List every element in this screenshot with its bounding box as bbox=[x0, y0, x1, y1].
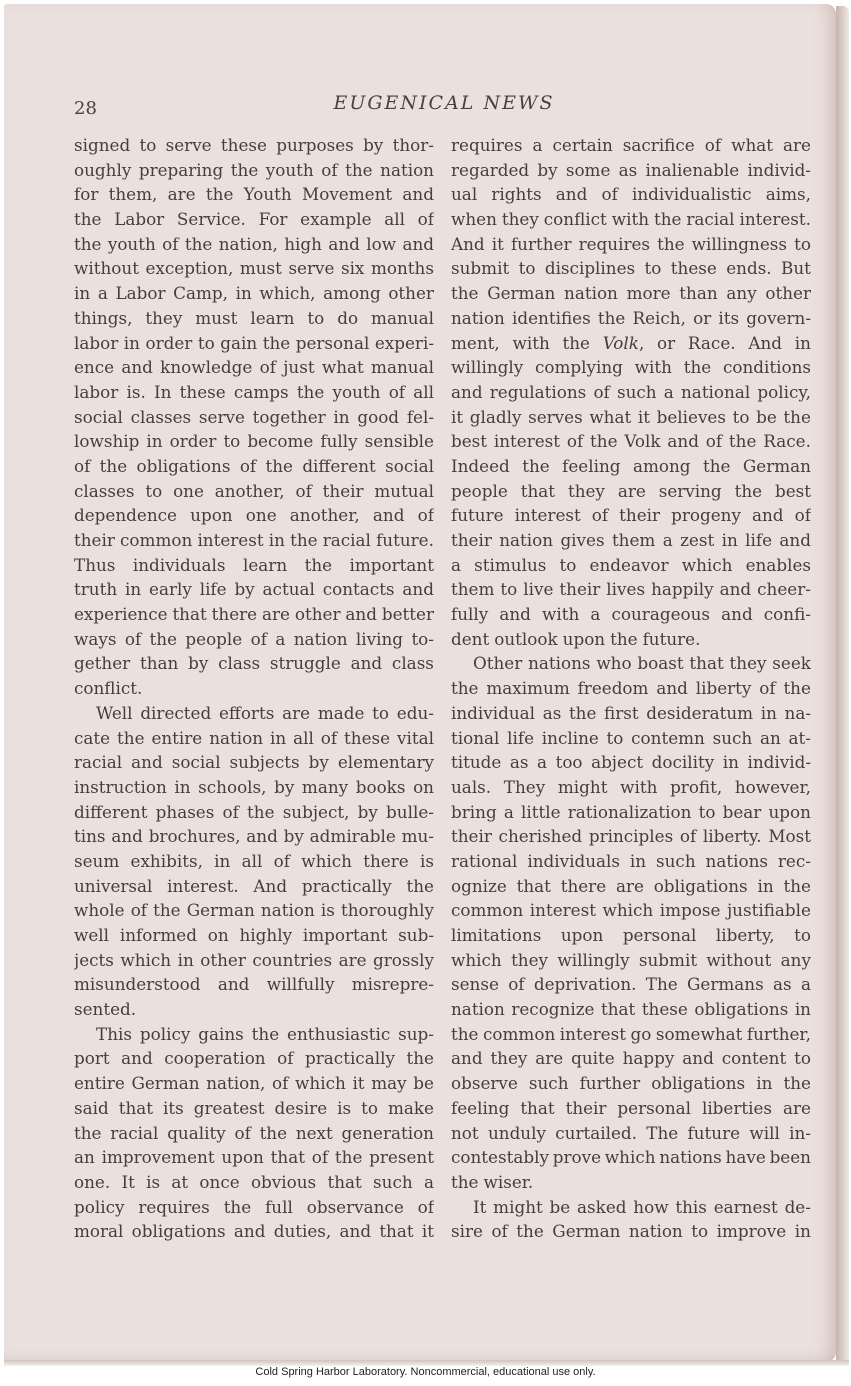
text-line: ence and knowledge of just what manual bbox=[74, 357, 434, 378]
text-line: seum exhibits, in all of which there is bbox=[74, 850, 434, 871]
right-column bbox=[451, 133, 811, 1244]
text-line: not unduly curtailed. The future will in- bbox=[451, 1122, 811, 1143]
text-line: the youth of the nation, high and low and bbox=[74, 233, 434, 254]
text-line: common interest which impose justifiable bbox=[451, 900, 811, 921]
text-line: entire German nation, of which it may be bbox=[74, 1073, 434, 1094]
text-line: labor is. In these camps the youth of all bbox=[74, 381, 434, 402]
text-line: in a Labor Camp, in which, among other bbox=[74, 283, 434, 304]
text-line: the Labor Service. For example all of bbox=[74, 209, 434, 230]
text-line: different phases of the subject, by bulle- bbox=[74, 801, 434, 822]
text-line: them to live their lives happily and cheer- bbox=[451, 579, 811, 600]
text-line: which they willingly submit without any bbox=[451, 949, 811, 970]
text-line: an improvement upon that of the present bbox=[74, 1147, 434, 1168]
text-line: labor in order to gain the personal experi- bbox=[74, 332, 434, 353]
text-line: their common interest in the racial future. bbox=[74, 530, 434, 550]
text-line: future interest of their progeny and of bbox=[451, 505, 811, 526]
text-line: feeling that their personal liberties are bbox=[451, 1097, 811, 1118]
text-line: their cherished principles of liberty. Most bbox=[451, 826, 811, 847]
text-line: It might be asked how this earnest de- bbox=[473, 1196, 811, 1217]
text-line: dependence upon one another, and of bbox=[74, 505, 434, 526]
text-line: one. It is at once obvious that such a bbox=[74, 1171, 434, 1192]
text-line: best interest of the Volk and of the Race. bbox=[451, 431, 811, 452]
page-edge bbox=[836, 6, 849, 1364]
text-line: tins and brochures, and by admirable mu- bbox=[74, 826, 434, 847]
text-line: This policy gains the enthusiastic sup- bbox=[96, 1023, 434, 1044]
text-line: Other nations who boast that they seek bbox=[473, 653, 811, 674]
text-line: tional life incline to contemn such an at- bbox=[451, 727, 811, 748]
text-line: individual as the first desideratum in na- bbox=[451, 702, 811, 723]
text-line: classes to one another, of their mutual bbox=[74, 480, 434, 501]
text-line: the wiser. bbox=[451, 1171, 534, 1192]
text-line: bring a little rationalization to bear upon bbox=[451, 801, 811, 822]
text-line: nation recognize that these obligations in bbox=[451, 999, 811, 1020]
text-line: well informed on highly important sub- bbox=[74, 925, 434, 945]
text-line: oughly preparing the youth of the nation bbox=[74, 159, 434, 180]
text-line: port and cooperation of practically the bbox=[74, 1048, 434, 1069]
text-line: limitations upon personal liberty, to bbox=[451, 925, 811, 945]
text-line: instruction in schools, by many books on bbox=[74, 776, 434, 797]
text-line: fully and with a courageous and confi- bbox=[451, 604, 811, 625]
text-line: misunderstood and willfully misrepre- bbox=[74, 974, 434, 995]
text-line: Well directed efforts are made to edu- bbox=[96, 702, 434, 723]
text-line: and they are quite happy and content to bbox=[451, 1048, 811, 1069]
text-line: when they conflict with the racial interest. bbox=[451, 209, 811, 230]
text-line: lowship in order to become fully sensible bbox=[74, 431, 434, 452]
text-line: conflict. bbox=[74, 678, 143, 699]
footer-credit: Cold Spring Harbor Laboratory. Noncommercial, educational use only. bbox=[255, 1366, 596, 1378]
text-line: sense of deprivation. The Germans as a bbox=[451, 974, 811, 995]
text-line: Thus individuals learn the important bbox=[74, 554, 434, 575]
text-line: contestably prove which nations have been bbox=[451, 1147, 811, 1168]
text-line: cate the entire nation in all of these vital bbox=[74, 727, 434, 748]
text-line: observe such further obligations in the bbox=[451, 1073, 811, 1094]
text-line: ways of the people of a nation living to- bbox=[74, 628, 434, 649]
text-line: the common interest go somewhat further, bbox=[451, 1023, 811, 1044]
text-line: truth in early life by actual contacts and bbox=[74, 579, 434, 600]
text-line: things, they must learn to do manual bbox=[74, 307, 434, 328]
text-line: And it further requires the willingness to bbox=[451, 233, 811, 254]
text-line: titude as a too abject docility in individ- bbox=[451, 752, 811, 773]
text-line: and regulations of such a national policy, bbox=[451, 381, 811, 402]
page-number: 28 bbox=[74, 98, 97, 119]
text-line: uals. They might with profit, however, bbox=[451, 776, 811, 797]
text-line: ual rights and of individualistic aims, bbox=[451, 184, 811, 205]
text-line: said that its greatest desire is to make bbox=[74, 1097, 434, 1118]
text-line: of the obligations of the different social bbox=[74, 455, 434, 476]
text-line: requires a certain sacrifice of what are bbox=[451, 135, 811, 155]
text-line: experience that there are other and better bbox=[74, 604, 434, 625]
text-line: gether than by class struggle and class bbox=[74, 653, 434, 674]
text-line: dent outlook upon the future. bbox=[451, 628, 701, 649]
text-line: ment, with the Volk, or Race. And in bbox=[451, 332, 811, 353]
text-line: without exception, must serve six months bbox=[74, 258, 434, 279]
left-column bbox=[74, 133, 434, 1244]
text-line: jects which in other countries are grossly bbox=[74, 949, 434, 970]
text-line: universal interest. And practically the bbox=[74, 875, 434, 896]
text-line: Indeed the feeling among the German bbox=[451, 455, 811, 476]
text-line: moral obligations and duties, and that it bbox=[74, 1221, 434, 1242]
text-line: sented. bbox=[74, 999, 137, 1020]
text-line: racial and social subjects by elementary bbox=[74, 752, 434, 773]
text-line: it gladly serves what it believes to be the bbox=[451, 406, 811, 427]
text-line: signed to serve these purposes by thor- bbox=[74, 135, 434, 155]
text-line: for them, are the Youth Movement and bbox=[74, 184, 434, 205]
text-line: the maximum freedom and liberty of the bbox=[451, 678, 811, 699]
text-line: their nation gives them a zest in life and bbox=[451, 530, 811, 550]
text-line: policy requires the full observance of bbox=[74, 1196, 434, 1217]
text-line: people that they are serving the best bbox=[451, 480, 811, 501]
text-line: whole of the German nation is thoroughly bbox=[74, 900, 434, 921]
text-line: the German nation more than any other bbox=[451, 283, 811, 304]
text-line: nation identifies the Reich, or its govern- bbox=[451, 307, 811, 328]
journal-title: EUGENICAL NEWS bbox=[333, 92, 555, 114]
text-line: sire of the German nation to improve in bbox=[451, 1221, 811, 1242]
text-line: willingly complying with the conditions bbox=[451, 357, 811, 378]
text-line: social classes serve together in good fel- bbox=[74, 406, 434, 427]
text-line: submit to disciplines to these ends. But bbox=[451, 258, 811, 279]
text-line: ognize that there are obligations in the bbox=[451, 875, 811, 896]
text-line: the racial quality of the next generation bbox=[74, 1122, 434, 1143]
text-line: rational individuals in such nations rec- bbox=[451, 850, 811, 871]
text-line: regarded by some as inalienable individ- bbox=[451, 159, 811, 180]
text-line: a stimulus to endeavor which enables bbox=[451, 554, 811, 575]
